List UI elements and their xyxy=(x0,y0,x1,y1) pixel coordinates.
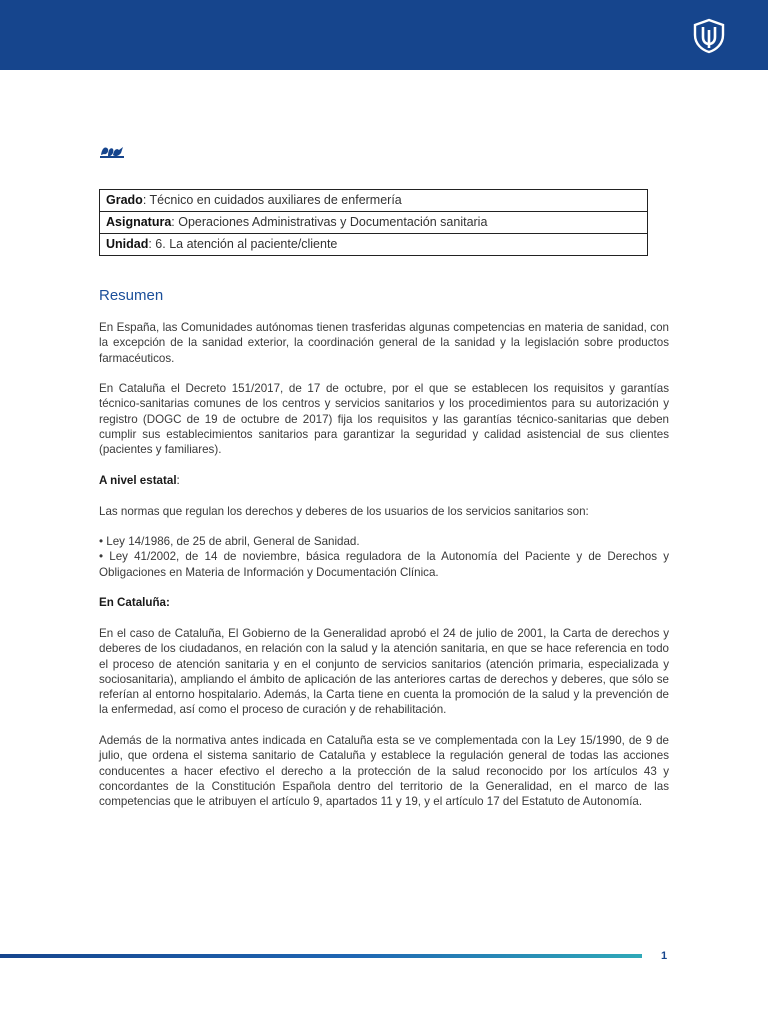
unidad-value: : 6. La atención al paciente/cliente xyxy=(148,237,338,251)
page-number: 1 xyxy=(661,950,668,962)
footer-divider xyxy=(0,954,642,958)
subhead-nivel-estatal xyxy=(99,473,669,488)
shield-icon xyxy=(692,18,726,54)
subhead-nivel-estatal-text: A nivel estatal xyxy=(99,473,177,487)
document-body xyxy=(99,320,669,825)
grado-cell xyxy=(100,190,648,212)
unidad-label: Unidad xyxy=(106,237,149,251)
section-title: Resumen xyxy=(99,287,164,304)
asignatura-cell xyxy=(100,212,648,234)
grado-value: : Técnico en cuidados auxiliares de enfermería xyxy=(142,193,402,207)
subhead-colon: : xyxy=(176,473,180,487)
subhead-cataluna: En Cataluña: xyxy=(99,596,170,610)
paragraph-ley: Además de la normativa antes indicada en Cataluña esta se ve complementada con la Ley 15/1990, de 9 de julio, que ordena el sistema sanitario de Cataluña y establece la regulación general de todas las acciones conducentes a hacer efectivo el derecho a la protección de la salud reconocido por los artículos 43 y concordantes de la Constitución Española dentro del territorio de la Generalidad, en el marco de las competencias que le atribuyen el artículo 9, apartados 11 y 19, y el artículo 17 del Estatuto de Autonomía. xyxy=(99,734,669,809)
paragraph-carta: En el caso de Cataluña, El Gobierno de la Generalidad aprobó el 24 de julio de 2001, la Carta de derechos y deberes de los ciudadanos, en relación con la salud y la atención sanitaria, en que se hace referencia en todo el proceso de atención sanitaria y en el conjunto de servicios sanitarios (atención primaria, especializada y sociosanitaria), ampliando el ámbito de aplicación de las anteriores cartas de derechos y deberes, que sólo se referían al entorno hospitalario. Además, la Carta tiene en cuenta la promoción de la salud y la prevención de la enfermedad, así como el proceso de curación y de rehabilitación. xyxy=(99,626,669,717)
course-info-table xyxy=(99,189,648,256)
list-item: • Ley 14/1986, de 25 de abril, General de Sanidad. xyxy=(99,535,360,549)
grado-label: Grado xyxy=(106,193,143,207)
institution-logo-icon xyxy=(99,143,125,159)
paragraph-normas: Las normas que regulan los derechos y deberes de los usuarios de los servicios sanitarios son: xyxy=(99,504,589,518)
table-row xyxy=(100,234,648,256)
unidad-cell xyxy=(100,234,648,256)
paragraph-decreto: En Cataluña el Decreto 151/2017, de 17 de octubre, por el que se establecen los requisitos y garantías técnico-sanitarias comunes de los centros y servicios sanitarios y los procedimientos para su autorización y registro (DOGC de 19 de octubre de 2017) fija los requisitos y las garantías técnico-sanitarias que deben cumplir sus establecimientos sanitarios para garantizar la seguridad y calidad asistencial de sus clientes (pacientes y familiares). xyxy=(99,382,669,457)
header-band xyxy=(0,0,768,70)
table-row xyxy=(100,190,648,212)
paragraph-intro: En España, las Comunidades autónomas tienen trasferidas algunas competencias en materia de sanidad, con la excepción de la sanidad exterior, la coordinación general de la sanidad y la legislación sobre productos farmacéuticos. xyxy=(99,321,669,365)
asignatura-value: : Operaciones Administrativas y Documentación sanitaria xyxy=(171,215,488,229)
asignatura-label: Asignatura xyxy=(106,215,172,229)
table-row xyxy=(100,212,648,234)
list-item: • Ley 41/2002, de 14 de noviembre, básica reguladora de la Autonomía del Paciente y de Derechos y Obligaciones en Materia de Información y Documentación Clínica. xyxy=(99,550,669,579)
